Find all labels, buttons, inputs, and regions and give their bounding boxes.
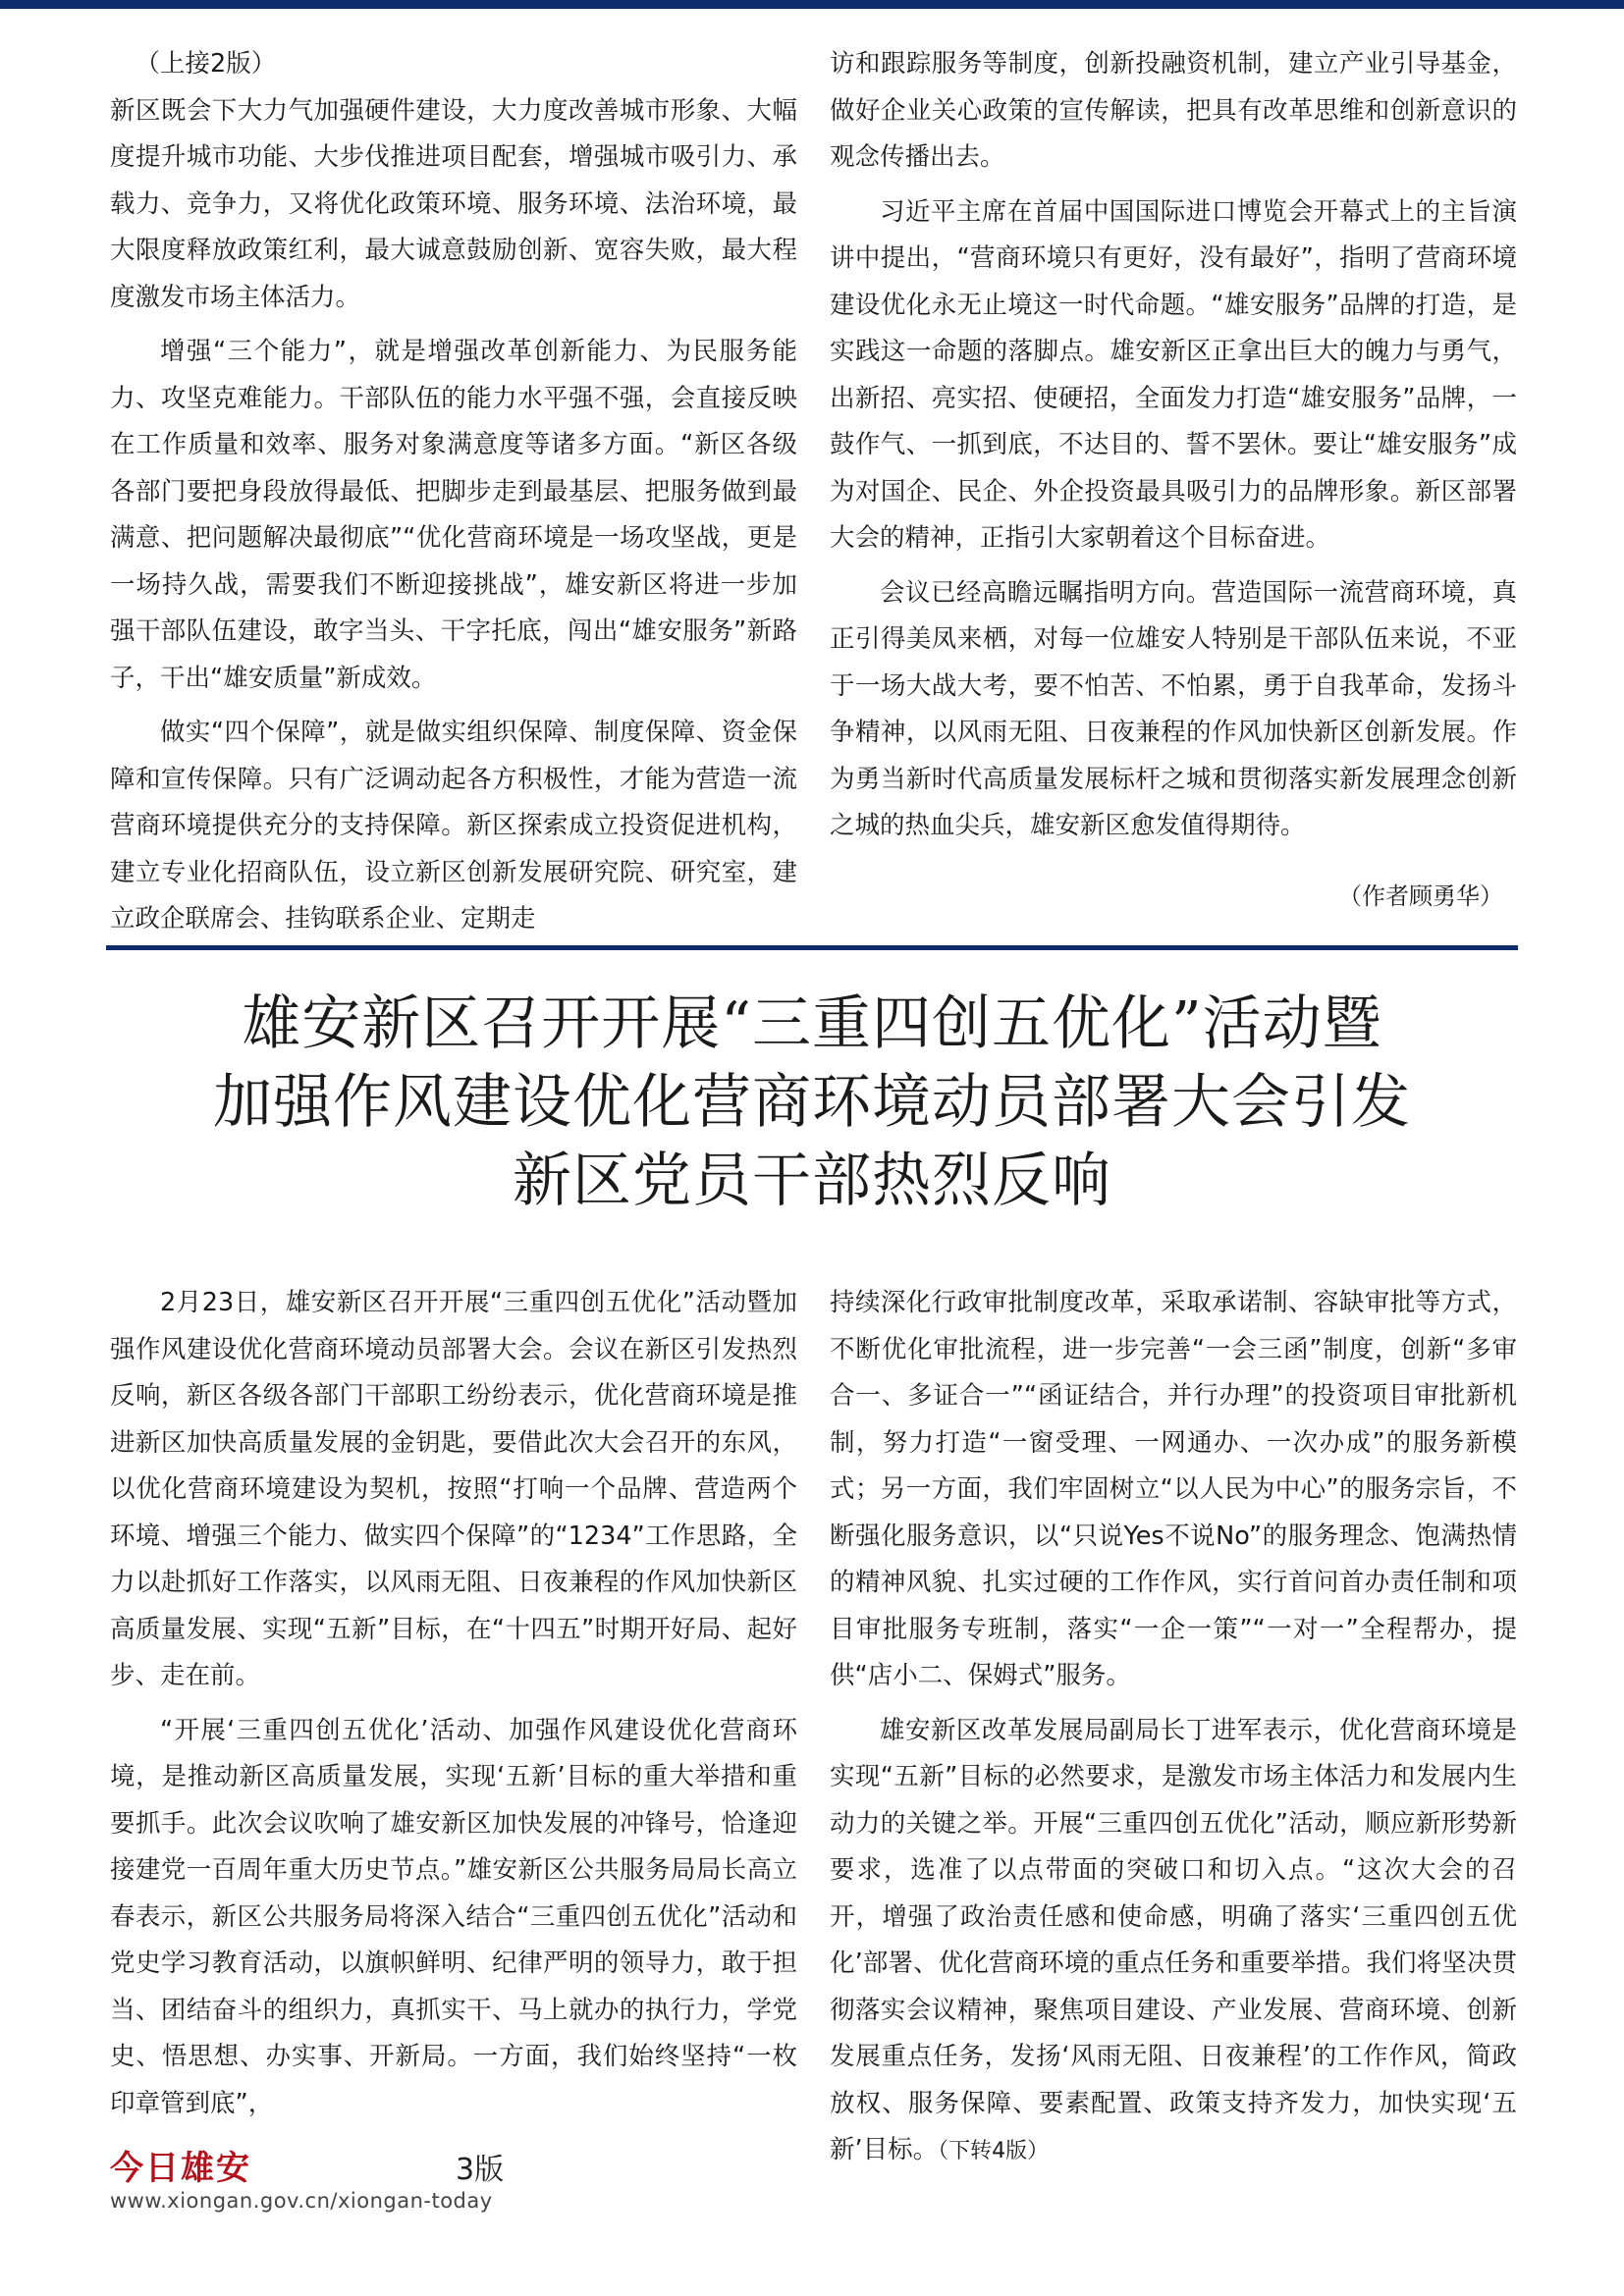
article-headline	[88, 985, 1536, 1220]
top-right-column	[830, 41, 1517, 850]
paragraph: 持续深化行政审批制度改革，采取承诺制、容缺审批等方式，不断优化审批流程，进一步完善“一会三函”制度，创新“多审合一、多证合一”“函证结合，并行办理”的投资项目审批新机制，努力打造“一窗受理、一网通办、一次办成”的服务新模式；另一方面，我们牢固树立“以人民为中心”的服务宗旨，不断强化服务意识，以“只说Yes不说No”的服务理念、饱满热情的精神风貌、扎实过硬的工作作风，实行首问首办责任制和项目审批服务专班制，落实“一企一策”“一对一”全程帮办，提供“店小二、保姆式”服务。	[830, 1288, 1517, 1690]
bottom-left-column	[110, 1280, 797, 2127]
paragraph: 做实“四个保障”，就是做实组织保障、制度保障、资金保障和宣传保障。只有广泛调动起各方积极性，才能为营造一流营商环境提供充分的支持保障。新区探索成立投资促进机构，建立专业化招商队伍，设立新区创新发展研究院、研究室，建立政企联席会、挂钩联系企业、定期走	[110, 718, 797, 934]
author-byline: （作者顾勇华）	[1338, 882, 1503, 910]
top-left-column	[110, 41, 797, 943]
paragraph: 习近平主席在首届中国国际进口博览会开幕式上的主旨演讲中提出，“营商环境只有更好，没有最好”，指明了营商环境建设优化永无止境这一时代命题。“雄安服务”品牌的打造，是实践这一命题的落脚点。雄安新区正拿出巨大的魄力与勇气，出新招、亮实招、使硬招，全面发力打造“雄安服务”品牌，一鼓作气、一抓到底，不达目的、誓不罢休。要让“雄安服务”成为对国企、民企、外企投资最具吸引力的品牌形象。新区部署大会的精神，正指引大家朝着这个目标奋进。	[830, 196, 1517, 553]
headline-line-1: 雄安新区召开开展“三重四创五优化”活动暨	[242, 989, 1382, 1058]
continued-from-note: （上接2版）	[135, 49, 277, 79]
paragraph-text: 雄安新区改革发展局副局长丁进军表示，优化营商环境是实现“五新”目标的必然要求，是激发市场主体活力和发展内生动力的关键之举。开展“三重四创五优化”活动，顺应新形势新要求，选准了以点带面的突破口和切入点。“这次大会的召开，增强了政治责任感和使命感，明确了落实‘三重四创五优化’部署、优化营商环境的重点任务和重要举措。我们将坚决贯彻落实会议精神，聚焦项目建设、产业发展、营商环境、创新发展重点任务，发扬‘风雨无阻、日夜兼程’的工作作风，简政放权、服务保障、要素配置、政策支持齐发力，加快实现‘五新’目标。	[830, 1715, 1517, 2164]
website-url: www.xiongan.gov.cn/xiongan-today	[110, 2189, 493, 2213]
bottom-right-column	[830, 1280, 1517, 2175]
top-color-bar	[0, 0, 1624, 9]
paragraph: “开展‘三重四创五优化’活动、加强作风建设优化营商环境，是推动新区高质量发展，实现‘五新’目标的重大举措和重要抓手。此次会议吹响了雄安新区加快发展的冲锋号，恰逢迎接建党一百周年重大历史节点。”雄安新区公共服务局局长高立春表示，新区公共服务局将深入结合“三重四创五优化”活动和党史学习教育活动，以旗帜鲜明、纪律严明的领导力，敢于担当、团结奋斗的组织力，真抓实干、马上就办的执行力，学党史、悟思想、办实事、开新局。一方面，我们始终坚持“一枚印章管到底”，	[110, 1715, 797, 2118]
headline-line-3: 新区党员干部热烈反响	[513, 1147, 1111, 1215]
newspaper-logo: 今日雄安	[110, 2149, 251, 2188]
paragraph	[830, 1708, 1517, 2175]
continued-on-note: （下转4版）	[938, 2139, 1050, 2163]
page-number: 3版	[456, 2153, 505, 2187]
paragraph: 增强“三个能力”，就是增强改革创新能力、为民服务能力、攻坚克难能力。干部队伍的能力水平强不强，会直接反映在工作质量和效率、服务对象满意度等诸多方面。“新区各级各部门要把身段放得最低、把脚步走到最基层、把服务做到最满意、把问题解决最彻底”“优化营商环境是一场攻坚战，更是一场持久战，需要我们不断迎接挑战”，雄安新区将进一步加强干部队伍建设，敢字当头、干字托底，闯出“雄安服务”新路子，干出“雄安质量”新成效。	[110, 337, 797, 693]
headline-line-2: 加强作风建设优化营商环境动员部署大会引发	[213, 1068, 1411, 1137]
section-divider	[106, 945, 1518, 950]
paragraph: 2月23日，雄安新区召开开展“三重四创五优化”活动暨加强作风建设优化营商环境动员部署大会。会议在新区引发热烈反响，新区各级各部门干部职工纷纷表示，优化营商环境是推进新区加快高质量发展的金钥匙，要借此次大会召开的东风，以优化营商环境建设为契机，按照“打响一个品牌、营造两个环境、增强三个能力、做实四个保障”的“1234”工作思路，全力以赴抓好工作落实，以风雨无阻、日夜兼程的作风加快新区高质量发展、实现“五新”目标，在“十四五”时期开好局、起好步、走在前。	[110, 1288, 797, 1690]
paragraph: 访和跟踪服务等制度，创新投融资机制，建立产业引导基金，做好企业关心政策的宣传解读，把具有改革思维和创新意识的观念传播出去。	[830, 49, 1517, 172]
paragraph: 会议已经高瞻远瞩指明方向。营造国际一流营商环境，真正引得美凤来栖，对每一位雄安人特别是干部队伍来说，不亚于一场大战大考，要不怕苦、不怕累，勇于自我革命，发扬斗争精神，以风雨无阻、日夜兼程的作风加快新区创新发展。作为勇当新时代高质量发展标杆之城和贯彻落实新发展理念创新之城的热血尖兵，雄安新区愈发值得期待。	[830, 577, 1517, 840]
paragraph: 新区既会下大力气加强硬件建设，大力度改善城市形象、大幅度提升城市功能、大步伐推进项目配套，增强城市吸引力、承载力、竞争力，又将优化政策环境、服务环境、法治环境，最大限度释放政策红利，最大诚意鼓励创新、宽容失败，最大程度激发市场主体活力。	[110, 95, 797, 312]
